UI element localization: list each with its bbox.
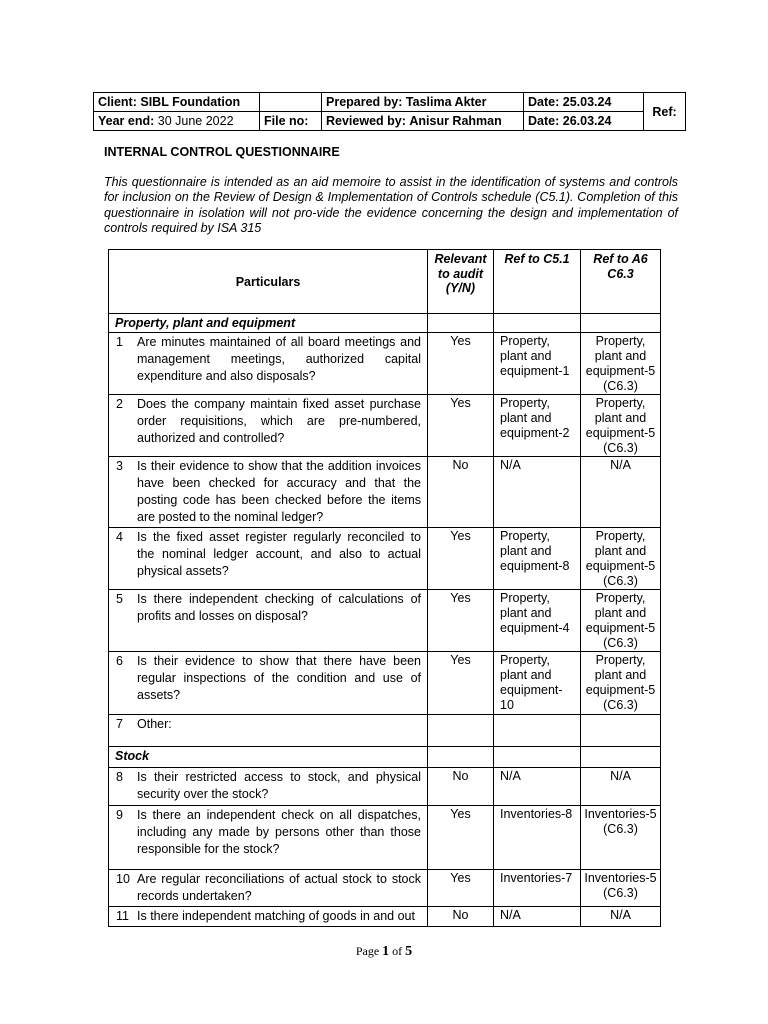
ref-c51-cell: Inventories-8 (494, 806, 581, 870)
empty-cell (494, 747, 581, 768)
question-text: Is the fixed asset register regularly reconciled to the nominal ledger account, and also to actual physical assets? (137, 530, 421, 578)
questionnaire-body (109, 314, 661, 927)
question-number: 3 (116, 459, 123, 473)
col-header-particulars: Particulars (109, 250, 428, 314)
prepared-by-value: Taslima Akter (405, 95, 487, 109)
file-no-cell: File no: (260, 112, 322, 131)
header-row-1 (94, 93, 686, 112)
current-page: 1 (382, 944, 390, 959)
table-row (109, 333, 661, 395)
relevant-cell: No (428, 768, 494, 806)
table-row (109, 768, 661, 806)
empty-cell (581, 747, 661, 768)
question-cell (109, 806, 428, 870)
ref-c51-cell: Property, plant and equipment-8 (494, 528, 581, 590)
table-row (109, 870, 661, 907)
ref-a6-cell: Inventories-5 (C6.3) (581, 870, 661, 907)
question-cell (109, 590, 428, 652)
table-row (109, 806, 661, 870)
relevant-cell (428, 715, 494, 747)
ref-a6-cell: N/A (581, 907, 661, 927)
question-cell (109, 652, 428, 715)
reviewed-date-value: 26.03.24 (562, 114, 612, 128)
prepared-date-value: 25.03.24 (562, 95, 612, 109)
question-number: 10 (116, 872, 130, 886)
question-cell (109, 870, 428, 907)
relevant-cell: No (428, 907, 494, 927)
client-value: SIBL Foundation (140, 95, 241, 109)
reviewed-by-value: Anisur Rahman (409, 114, 502, 128)
reviewed-by-cell: Reviewed by: Anisur Rahman (322, 112, 524, 131)
page-footer: Page 1 of 5 (355, 944, 413, 959)
question-number: 1 (116, 335, 123, 349)
document-title: INTERNAL CONTROL QUESTIONNAIRE (104, 145, 340, 159)
prepared-by-cell: Prepared by: Taslima Akter (322, 93, 524, 112)
question-text: Is there independent checking of calculations of profits and losses on disposal? (137, 592, 421, 623)
question-text: Are minutes maintained of all board meetings and management meetings, authorized capital expenditure and also disposals? (137, 335, 421, 383)
section-title: Property, plant and equipment (109, 314, 428, 333)
empty-cell (260, 93, 322, 112)
ref-c51-cell: N/A (494, 457, 581, 528)
question-text: Does the company maintain fixed asset purchase order requisitions, which are pre-numbered, authorized and controlled? (137, 397, 421, 445)
section-row (109, 747, 661, 768)
relevant-cell: Yes (428, 528, 494, 590)
ref-c51-cell: Inventories-7 (494, 870, 581, 907)
question-number: 8 (116, 770, 123, 784)
header-row-2 (94, 112, 686, 131)
table-row (109, 590, 661, 652)
ref-c51-cell: N/A (494, 768, 581, 806)
question-text: Other: (137, 717, 172, 731)
relevant-cell: Yes (428, 806, 494, 870)
section-row (109, 314, 661, 333)
total-pages: 5 (405, 944, 413, 959)
ref-a6-cell (581, 715, 661, 747)
relevant-cell: Yes (428, 590, 494, 652)
ref-a6-cell: Property, plant and equipment-5 (C6.3) (581, 395, 661, 457)
relevant-cell: Yes (428, 870, 494, 907)
ref-a6-cell: Property, plant and equipment-5 (C6.3) (581, 528, 661, 590)
reviewed-date-cell: Date: 26.03.24 (524, 112, 644, 131)
question-number: 7 (116, 717, 123, 731)
question-text: Is their restricted access to stock, and physical security over the stock? (137, 770, 421, 801)
question-cell (109, 715, 428, 747)
question-cell (109, 907, 428, 927)
relevant-cell: Yes (428, 652, 494, 715)
question-text: Are regular reconciliations of actual stock to stock records undertaken? (137, 872, 421, 903)
table-row (109, 528, 661, 590)
questionnaire-table (108, 249, 661, 927)
ref-a6-cell: N/A (581, 457, 661, 528)
ref-c51-cell: Property, plant and equipment-4 (494, 590, 581, 652)
year-end-cell: Year end: 30 June 2022 (94, 112, 260, 131)
question-cell (109, 333, 428, 395)
question-number: 4 (116, 530, 123, 544)
ref-a6-cell: Property, plant and equipment-5 (C6.3) (581, 590, 661, 652)
ref-c51-cell: N/A (494, 907, 581, 927)
table-row (109, 652, 661, 715)
section-title: Stock (109, 747, 428, 768)
table-row (109, 395, 661, 457)
empty-cell (581, 314, 661, 333)
ref-c51-cell: Property, plant and equipment-10 (494, 652, 581, 715)
intro-paragraph: This questionnaire is intended as an aid memoire to assist in the identification of systems and controls for inclusion on the Review of Design & Implementation of Controls schedule (C5.1). Completion of this questionnaire in isolation will not pro-vide the evidence concerning the design and implementation of controls required by ISA 315 (104, 175, 678, 235)
question-number: 9 (116, 808, 123, 822)
year-end-value: 30 June 2022 (157, 114, 234, 128)
question-number: 11 (116, 909, 129, 923)
question-cell (109, 528, 428, 590)
relevant-cell: Yes (428, 395, 494, 457)
table-row (109, 457, 661, 528)
ref-c51-cell: Property, plant and equipment-1 (494, 333, 581, 395)
ref-cell: Ref: (644, 93, 686, 131)
question-number: 2 (116, 397, 123, 411)
col-header-relevant: Relevant to audit (Y/N) (428, 250, 494, 314)
question-cell (109, 395, 428, 457)
table-row (109, 907, 661, 927)
question-cell (109, 457, 428, 528)
ref-a6-cell: Property, plant and equipment-5 (C6.3) (581, 333, 661, 395)
table-row (109, 715, 661, 747)
question-cell (109, 768, 428, 806)
ref-c51-cell: Property, plant and equipment-2 (494, 395, 581, 457)
question-number: 6 (116, 654, 123, 668)
table-header-row (109, 250, 661, 314)
ref-c51-cell (494, 715, 581, 747)
relevant-cell: No (428, 457, 494, 528)
ref-a6-cell: Inventories-5 (C6.3) (581, 806, 661, 870)
question-text: Is their evidence to show that the addition invoices have been checked for accuracy and that the posting code has been checked before the items are posted to the nominal ledger? (137, 459, 421, 524)
prepared-date-cell: Date: 25.03.24 (524, 93, 644, 112)
empty-cell (494, 314, 581, 333)
empty-cell (428, 747, 494, 768)
question-text: Is there an independent check on all dispatches, including any made by persons other than those responsible for the stock? (137, 808, 421, 856)
question-text: Is there independent matching of goods in and out (137, 909, 415, 923)
ref-a6-cell: Property, plant and equipment-5 (C6.3) (581, 652, 661, 715)
col-header-ref-a6: Ref to A6 C6.3 (581, 250, 661, 314)
relevant-cell: Yes (428, 333, 494, 395)
client-cell: Client: SIBL Foundation (94, 93, 260, 112)
audit-header-table (93, 92, 686, 131)
question-text: Is their evidence to show that there have been regular inspections of the condition and use of assets? (137, 654, 421, 702)
question-number: 5 (116, 592, 123, 606)
empty-cell (428, 314, 494, 333)
col-header-ref-c51: Ref to C5.1 (494, 250, 581, 314)
ref-a6-cell: N/A (581, 768, 661, 806)
